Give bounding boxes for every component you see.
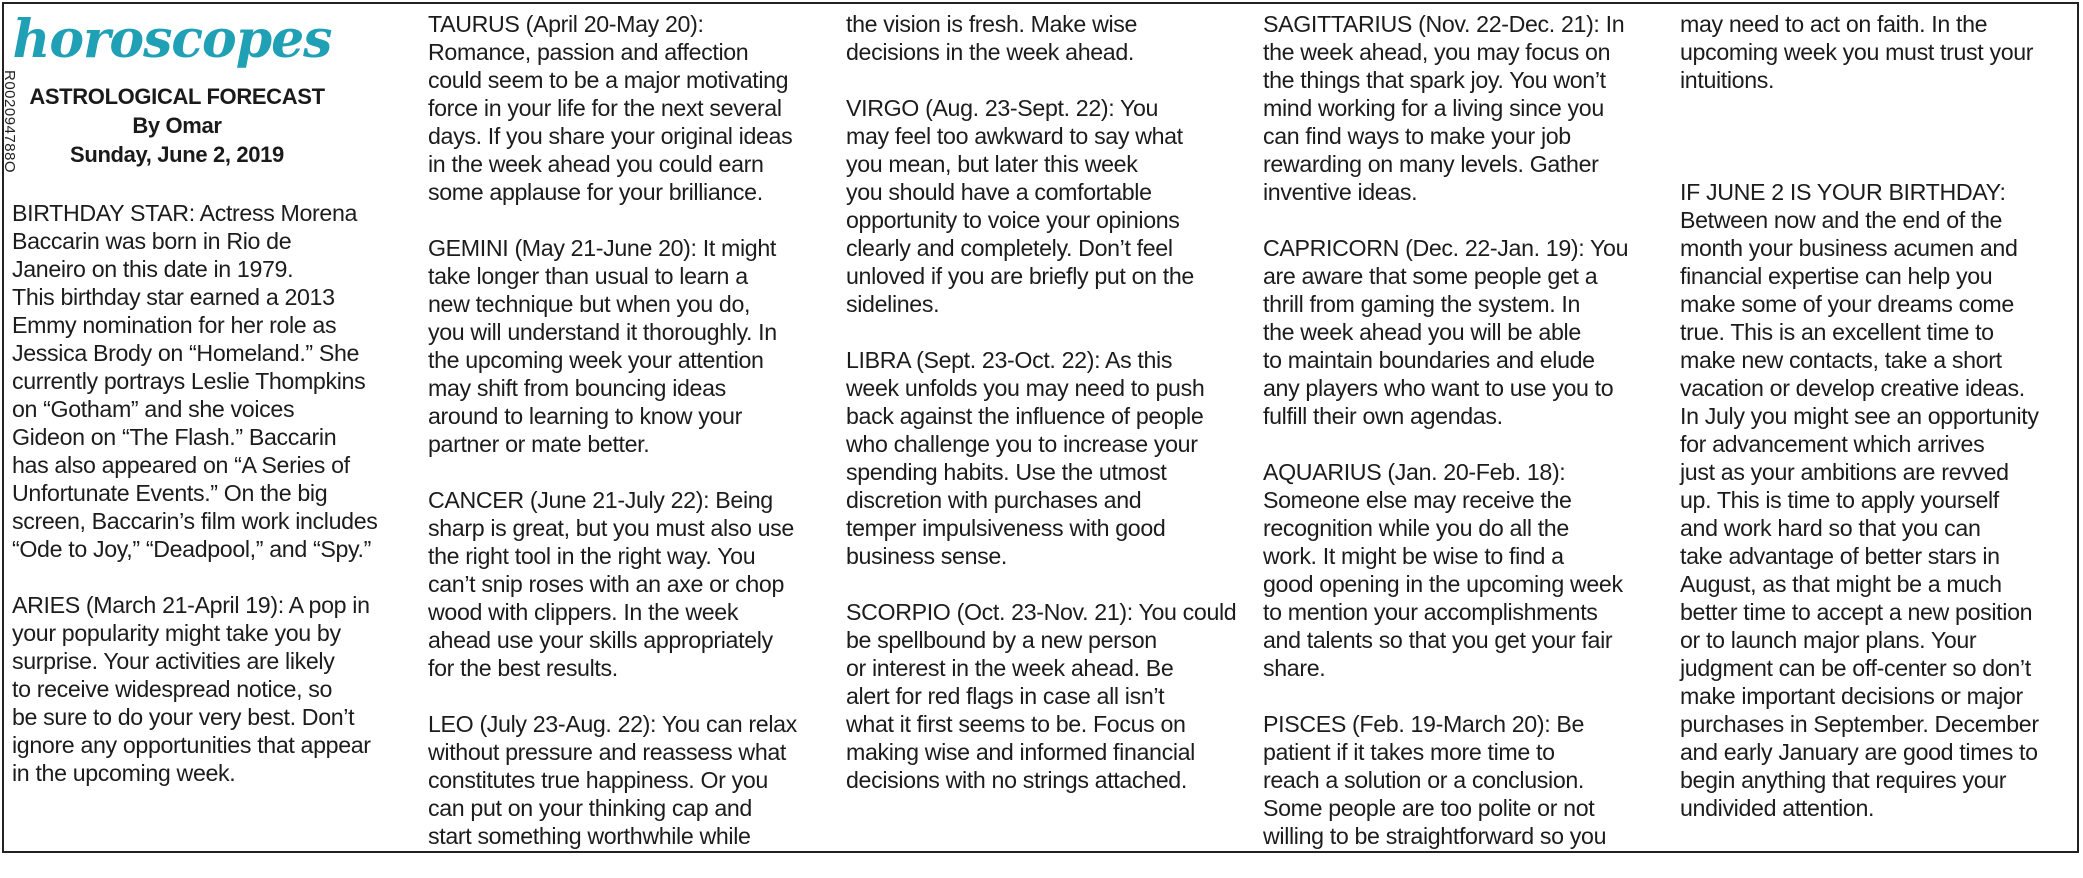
birthday-star-entry: BIRTHDAY STAR: Actress Morena Baccarin was born in Rio de Janeiro on this date in 1979. This birthday star earned a 2013 Emmy nomination for her role as Jessica Brody on “Homeland.” She currently portrays Leslie Thompkins on “Gotham” and she voices Gideon on “The Flash.” Baccarin has also appeared on “A Series of Unfortunate Events.” On the big screen, Baccarin’s film work includes “Ode to Joy,” “Deadpool,” and “Spy.” [12, 200, 378, 562]
horoscopes-logo: horoscopes [12, 9, 332, 70]
sagittarius-entry: SAGITTARIUS (Nov. 22-Dec. 21): In the week ahead, you may focus on the things that spark joy. You won’t mind working for a living since you can find ways to make your job rewarding on many levels. Gather inventive ideas. [1263, 11, 1625, 205]
issue-date: Sunday, June 2, 2019 [70, 142, 284, 167]
ad-code: R002094788O [1, 70, 18, 174]
scorpio-entry: SCORPIO (Oct. 23-Nov. 21): You could be spellbound by a new person or interest in the week ahead. Be alert for red flags in case all isn’t what it first seems to be. Focus on making wise and informed financial decisions with no strings attached. [846, 599, 1237, 793]
column-1 [12, 10, 407, 815]
aquarius-entry: AQUARIUS (Jan. 20-Feb. 18): Someone else may receive the recognition while you do all the work. It might be wise to find a good opening in the upcoming week to mention your accomplishments and talents so that you get your fair share. [1263, 459, 1623, 681]
forecast-title: ASTROLOGICAL FORECAST [29, 84, 325, 109]
masthead [12, 82, 342, 169]
cancer-entry: CANCER (June 21-July 22): Being sharp is great, but you must also use the right tool in the right way. You can’t snip roses with an axe or chop wood with clippers. In the week ahead use your skills appropriately for the best results. [428, 487, 794, 681]
virgo-entry: VIRGO (Aug. 23-Sept. 22): You may feel too awkward to say what you mean, but later this week you should have a comfortable opportunity to voice your opinions clearly and completely. Don’t feel unloved if you are briefly put on the sidelines. [846, 95, 1194, 317]
leo-entry-continued: the vision is fresh. Make wise decisions in the week ahead. [846, 11, 1138, 65]
aries-entry: ARIES (March 21-April 19): A pop in your popularity might take you by surprise. Your activities are likely to receive widespread notice, so be sure to do your very best. Don’t ignore any opportunities that appear in the upcoming week. [12, 592, 371, 786]
gemini-entry: GEMINI (May 21-June 20): It might take longer than usual to learn a new technique but when you do, you will understand it thoroughly. In the upcoming week your attention may shift from bouncing ideas around to learning to know your partner or mate better. [428, 235, 777, 457]
taurus-entry: TAURUS (April 20-May 20): Romance, passion and affection could seem to be a major motivating force in your life for the next several days. If you share your original ideas in the week ahead you could earn some applause for your brilliance. [428, 11, 793, 205]
column-3 [846, 10, 1246, 822]
pisces-entry-continued: may need to act on faith. In the upcoming week you must trust your intuitions. [1680, 11, 2034, 93]
byline: By Omar [132, 113, 222, 138]
column-2 [428, 10, 828, 878]
column-4 [1263, 10, 1663, 878]
column-5 [1680, 10, 2075, 850]
leo-entry: LEO (July 23-Aug. 22): You can relax without pressure and reassess what constitutes true happiness. Or you can put on your thinking cap and start something worthwhile while [428, 711, 797, 849]
pisces-entry: PISCES (Feb. 19-March 20): Be patient if it takes more time to reach a solution or a conclusion. Some people are too polite or not willing to be straightforward so you [1263, 711, 1607, 849]
libra-entry: LIBRA (Sept. 23-Oct. 22): As this week unfolds you may need to push back against the influence of people who challenge you to increase your spending habits. Use the utmost discretion with purchases and temper impulsiveness with good business sense. [846, 347, 1205, 569]
capricorn-entry: CAPRICORN (Dec. 22-Jan. 19): You are aware that some people get a thrill from gaming the system. In the week ahead you will be able to maintain boundaries and elude any players who want to use you to fulfill their own agendas. [1263, 235, 1629, 429]
birthday-forecast-entry: IF JUNE 2 IS YOUR BIRTHDAY: Between now and the end of the month your business acumen and financial expertise can help you make some of your dreams come true. This is an excellent time to make new contacts, take a short vacation or develop creative ideas. In July you might see an opportunity for advancement which arrives just as your ambitions are revved up. This is time to apply yourself and work hard so that you can take advantage of better stars in August, as that might be a much better time to accept a new position or to launch major plans. Your judgment can be off-center so don’t make important decisions or major purchases in September. December and early January are good times to begin anything that requires your undivided attention. [1680, 179, 2039, 821]
